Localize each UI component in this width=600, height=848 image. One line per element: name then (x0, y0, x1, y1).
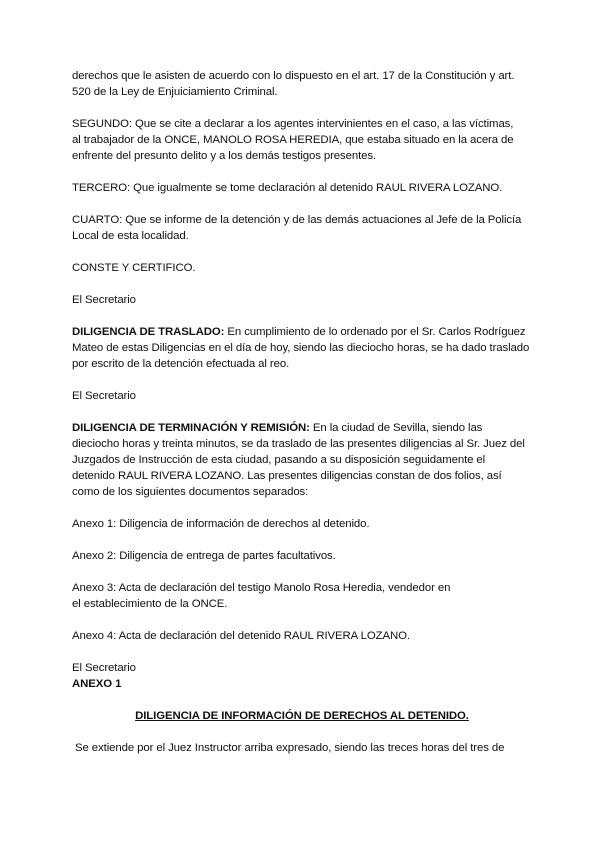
anexo-item: Anexo 3: Acta de declaración del testigo Manolo Rosa Heredia, vendedor en (72, 582, 451, 594)
text-line: enfrente del presunto delito y a los demás testigos presentes. (72, 150, 377, 162)
text-line: derechos que le asisten de acuerdo con lo dispuesto en el art. 17 de la Constitución y art. (72, 70, 515, 82)
tercero-paragraph: TERCERO: Que igualmente se tome declaración al detenido RAUL RIVERA LOZANO. (72, 182, 503, 194)
terminacion-label: DILIGENCIA DE TERMINACIÓN Y REMISIÓN: (72, 422, 310, 434)
secretario-signature: El Secretario (72, 662, 136, 674)
text-span: En cumplimiento de lo ordenado por el Sr. Carlos Rodríguez (224, 326, 526, 338)
traslado-label: DILIGENCIA DE TRASLADO: (72, 326, 225, 338)
secretario-signature: El Secretario (72, 390, 136, 402)
text-line: Juzgados de Instrucción de esta ciudad, pasando a su disposición seguidamente el (72, 454, 486, 466)
anexo-item: Anexo 1: Diligencia de información de derechos al detenido. (72, 518, 370, 530)
text-line: como de los siguientes documentos separados: (72, 486, 309, 498)
secretario-signature: El Secretario (72, 294, 136, 306)
text-line: 520 de la Ley de Enjuiciamiento Criminal. (72, 86, 278, 98)
text-span: En la ciudad de Sevilla, siendo las (309, 422, 483, 434)
traslado-paragraph (72, 324, 532, 340)
text-line: detenido RAUL RIVERA LOZANO. Las presentes diligencias constan de dos folios, así (72, 470, 502, 482)
text-line: al trabajador de la ONCE, MANOLO ROSA HEREDIA, que estaba situado en la acera de (72, 134, 514, 146)
text-line: Mateo de estas Diligencias en el día de hoy, siendo las dieciocho horas, se ha dado traslado (72, 342, 530, 354)
terminacion-paragraph (72, 420, 532, 436)
document-body (72, 68, 532, 756)
text-line: por escrito de la detención efectuada al reo. (72, 358, 290, 370)
section-heading: DILIGENCIA DE INFORMACIÓN DE DERECHOS AL DETENIDO. (135, 710, 469, 722)
text-line: Local de esta localidad. (72, 230, 189, 242)
conste-line: CONSTE Y CERTIFICO. (72, 262, 196, 274)
segundo-paragraph: SEGUNDO: Que se cite a declarar a los agentes intervinientes en el caso, a las víctimas, (72, 118, 514, 130)
anexo-title: ANEXO 1 (72, 678, 122, 690)
anexo-item: Anexo 2: Diligencia de entrega de partes facultativos. (72, 550, 336, 562)
anexo-item: Anexo 4: Acta de declaración del detenido RAUL RIVERA LOZANO. (72, 630, 410, 642)
cuarto-paragraph: CUARTO: Que se informe de la detención y de las demás actuaciones al Jefe de la Policía (72, 214, 522, 226)
text-line: el establecimiento de la ONCE. (72, 598, 228, 610)
final-paragraph: Se extiende por el Juez Instructor arriba expresado, siendo las treces horas del tres de (75, 742, 505, 754)
text-line: dieciocho horas y treinta minutos, se da traslado de las presentes diligencias al Sr. Juez del (72, 438, 525, 450)
